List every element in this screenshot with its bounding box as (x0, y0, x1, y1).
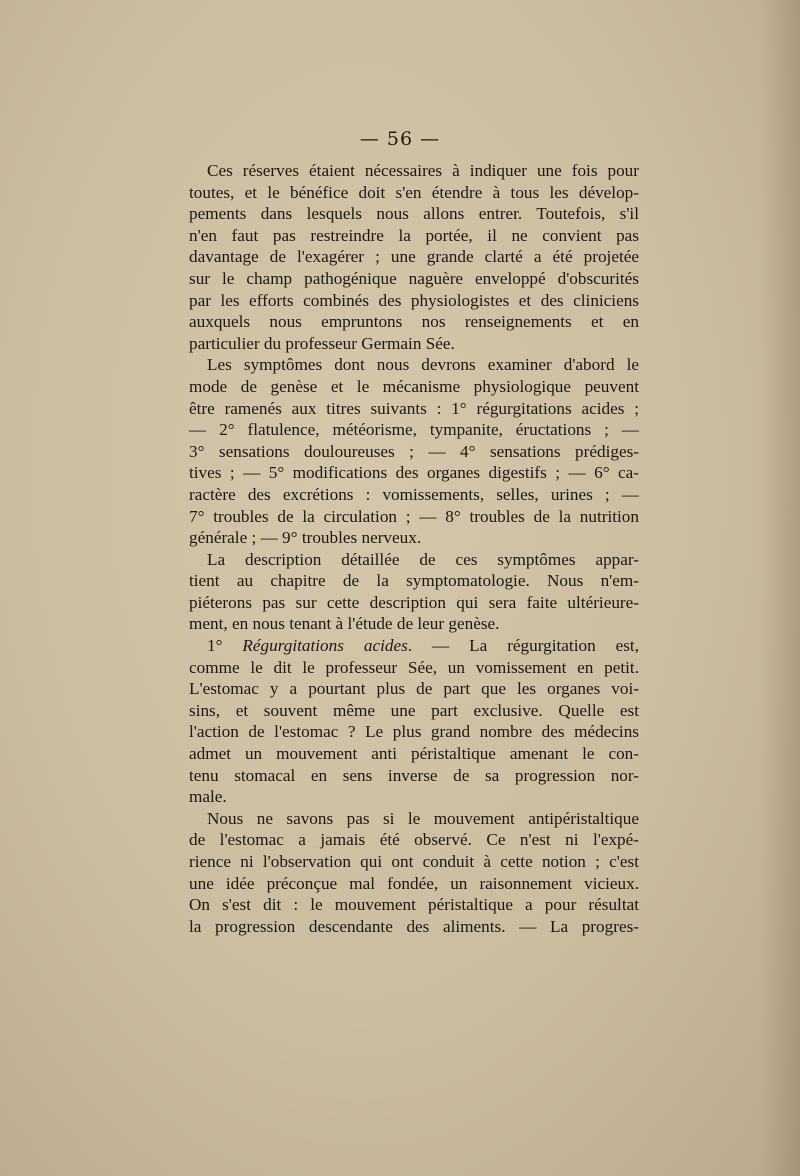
text-line: piéterons pas sur cette description qui sera faite ultérieure- (189, 592, 639, 612)
text-line: sur le champ pathogénique naguère enveloppé d'obscurités (189, 268, 639, 288)
text-line: de l'estomac a jamais été observé. Ce n'est ni l'expé- (189, 830, 639, 850)
text-line: Les symptômes dont nous devrons examiner d'abord le (207, 355, 639, 375)
text-line: On s'est dit : le mouvement péristaltique a pour résultat (189, 895, 639, 915)
text-line: 3° sensations douloureuses ; — 4° sensations prédiges- (189, 441, 639, 461)
text-line: male. (189, 787, 227, 807)
text-line: sins, et souvent même une part exclusive. Quelle est (189, 700, 639, 720)
text-line: 1° Régurgitations acides. — La régurgitation est, (207, 636, 639, 656)
text-line: La description détaillée de ces symptômes appar- (207, 549, 639, 569)
text-line: tient au chapitre de la symptomatologie. Nous n'em- (189, 571, 639, 591)
text-line: être ramenés aux titres suivants : 1° régurgitations acides ; (189, 398, 639, 418)
text-line: admet un mouvement anti péristaltique amenant le con- (189, 744, 639, 764)
text-line: ment, en nous tenant à l'étude de leur genèse. (189, 614, 500, 634)
page-edge-shadow (760, 0, 800, 1176)
text-line: particulier du professeur Germain Sée. (189, 333, 455, 353)
text-line: davantage de l'exagérer ; une grande clarté a été projetée (189, 247, 639, 267)
text-line: 7° troubles de la circulation ; — 8° troubles de la nutrition (189, 506, 639, 526)
italic-heading: Régurgitations acides (242, 636, 408, 656)
text-line: toutes, et le bénéfice doit s'en étendre à tous les dévelop- (189, 182, 639, 202)
text-line: une idée préconçue mal fondée, un raisonnement vicieux. (189, 873, 639, 893)
text-line: Nous ne savons pas si le mouvement antipéristaltique (207, 808, 639, 828)
text-line: la progression descendante des aliments. — La progres- (189, 916, 639, 936)
text-line: L'estomac y a pourtant plus de part que les organes voi- (189, 679, 639, 699)
text-line: l'action de l'estomac ? Le plus grand nombre des médecins (189, 722, 639, 742)
text-line: — 2° flatulence, météorisme, tympanite, éructations ; — (189, 420, 639, 440)
body-text (189, 160, 639, 937)
text-line: pements dans lesquels nous allons entrer. Toutefois, s'il (189, 204, 639, 224)
text-line: Ces réserves étaient nécessaires à indiquer une fois pour (207, 161, 639, 180)
text-line: tives ; — 5° modifications des organes digestifs ; — 6° ca- (189, 463, 639, 483)
text-line: rience ni l'observation qui ont conduit à cette notion ; c'est (189, 852, 639, 871)
text-line: n'en faut pas restreindre la portée, il ne convient pas (189, 225, 639, 245)
text-line: tenu stomacal en sens inverse de sa progression nor- (189, 765, 639, 785)
text-line: par les efforts combinés des physiologistes et des cliniciens (189, 290, 639, 310)
text-line: générale ; — 9° troubles nerveux. (189, 528, 422, 548)
text-line: comme le dit le professeur Sée, un vomissement en petit. (189, 657, 639, 677)
text-line: auxquels nous empruntons nos renseignements et en (189, 312, 639, 332)
text-line: ractère des excrétions : vomissements, selles, urines ; — (189, 484, 639, 504)
text-line: mode de genèse et le mécanisme physiologique peuvent (189, 376, 639, 396)
page-number: — 56 — (359, 128, 441, 150)
